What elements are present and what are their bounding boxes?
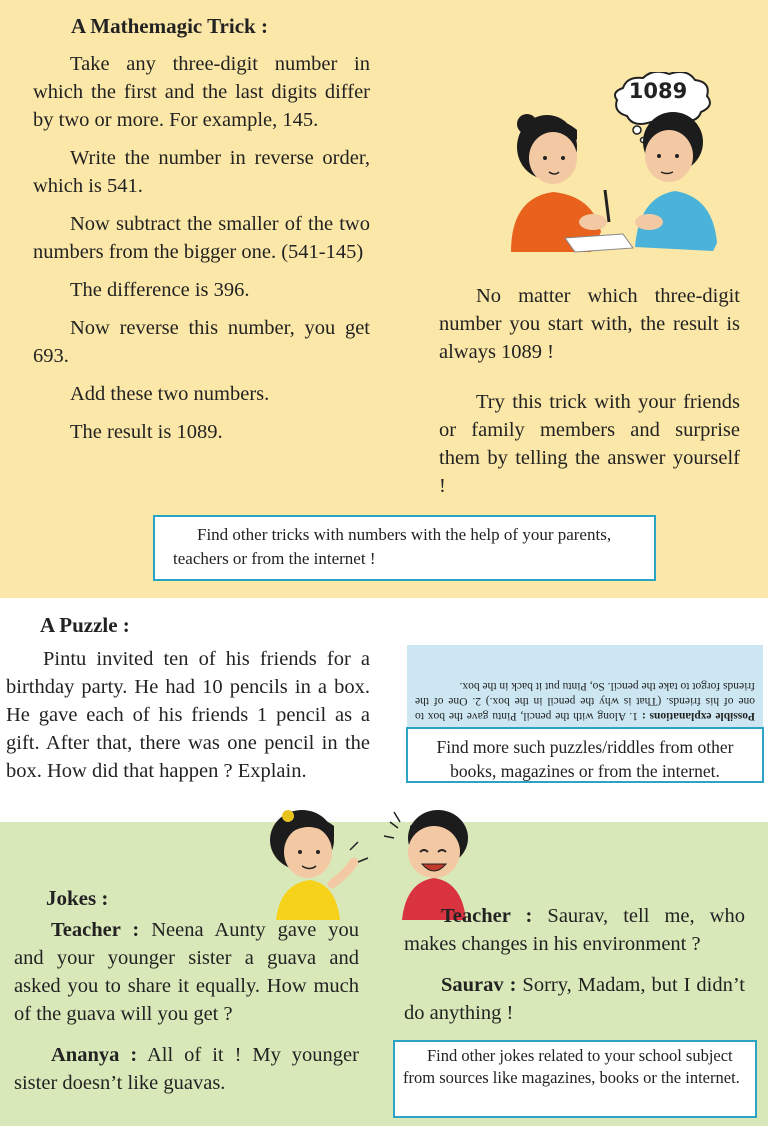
- answer-label: Possible explanations :: [641, 710, 755, 722]
- joke-3: [404, 902, 745, 958]
- jokes-note-box: Find other jokes related to your school subject from sources like magazines, books or the internet.: [393, 1040, 757, 1118]
- joke-2: [14, 1041, 359, 1097]
- puzzle-answer-upside-down: [407, 645, 763, 727]
- joke-4: [404, 971, 745, 1027]
- trick-step-3: Now subtract the smaller of the two numbers from the bigger one. (541-145): [33, 213, 370, 263]
- trick-result-text: No matter which three-digit number you start with, the result is always 1089 !: [439, 285, 740, 363]
- puzzle-note-box: Find more such puzzles/riddles from other books, magazines or from the internet.: [406, 727, 764, 783]
- jokes-title: Jokes :: [46, 886, 109, 910]
- joke-4-speaker: Saurav :: [441, 974, 517, 996]
- joke-3-speaker: Teacher :: [441, 905, 533, 927]
- joke-1: [14, 916, 359, 1028]
- joke-3-text: Saurav, tell me, who makes changes in his environment ?: [404, 905, 745, 955]
- trick-right-column: [439, 282, 740, 500]
- joke-2-speaker: Ananya :: [51, 1044, 138, 1066]
- trick-try-text: Try this trick with your friends or family members and surprise them by telling the answer yourself !: [439, 391, 740, 497]
- joke-4-text: Sorry, Madam, but I didn’t do anything !: [404, 974, 746, 1024]
- puzzle-title: A Puzzle :: [40, 613, 130, 637]
- joke-1-speaker: Teacher :: [51, 919, 140, 941]
- trick-step-4: The difference is 396.: [70, 279, 250, 301]
- answer-text: 1. Along with the pencil, Pintu gave the box to one of his friends. (That is why the pencil in the box.) 2. One of the friends forgot to take the pencil. So, Pintu put it back in the box.: [415, 680, 755, 722]
- trick-step-1: Take any three-digit number in which the first and the last digits differ by two or more. For example, 145.: [33, 53, 370, 131]
- trick-step-6: Add these two numbers.: [70, 383, 270, 405]
- trick-step-2: Write the number in reverse order, which is 541.: [33, 147, 370, 197]
- puzzle-text: Pintu invited ten of his friends for a birthday party. He had 10 pencils in a box. He gave each of his friends 1 pencil as a gift. After that, there was one pencil in the box. How did that happen ? Explain.: [6, 648, 370, 782]
- joke-2-text: All of it ! My younger sister doesn’t like guavas.: [14, 1044, 359, 1094]
- trick-steps: [33, 50, 370, 446]
- bubble-number: 1089: [628, 79, 688, 103]
- joke-1-text: Neena Aunty gave you and your younger sister a guava and asked you to share it equally. How much of the guava will you get ?: [14, 919, 360, 1025]
- trick-title: A Mathemagic Trick :: [71, 14, 268, 38]
- trick-step-7: The result is 1089.: [70, 421, 223, 443]
- trick-step-5: Now reverse this number, you get 693.: [33, 317, 370, 367]
- trick-note-box: Find other tricks with numbers with the help of your parents, teachers or from the internet !: [153, 515, 656, 581]
